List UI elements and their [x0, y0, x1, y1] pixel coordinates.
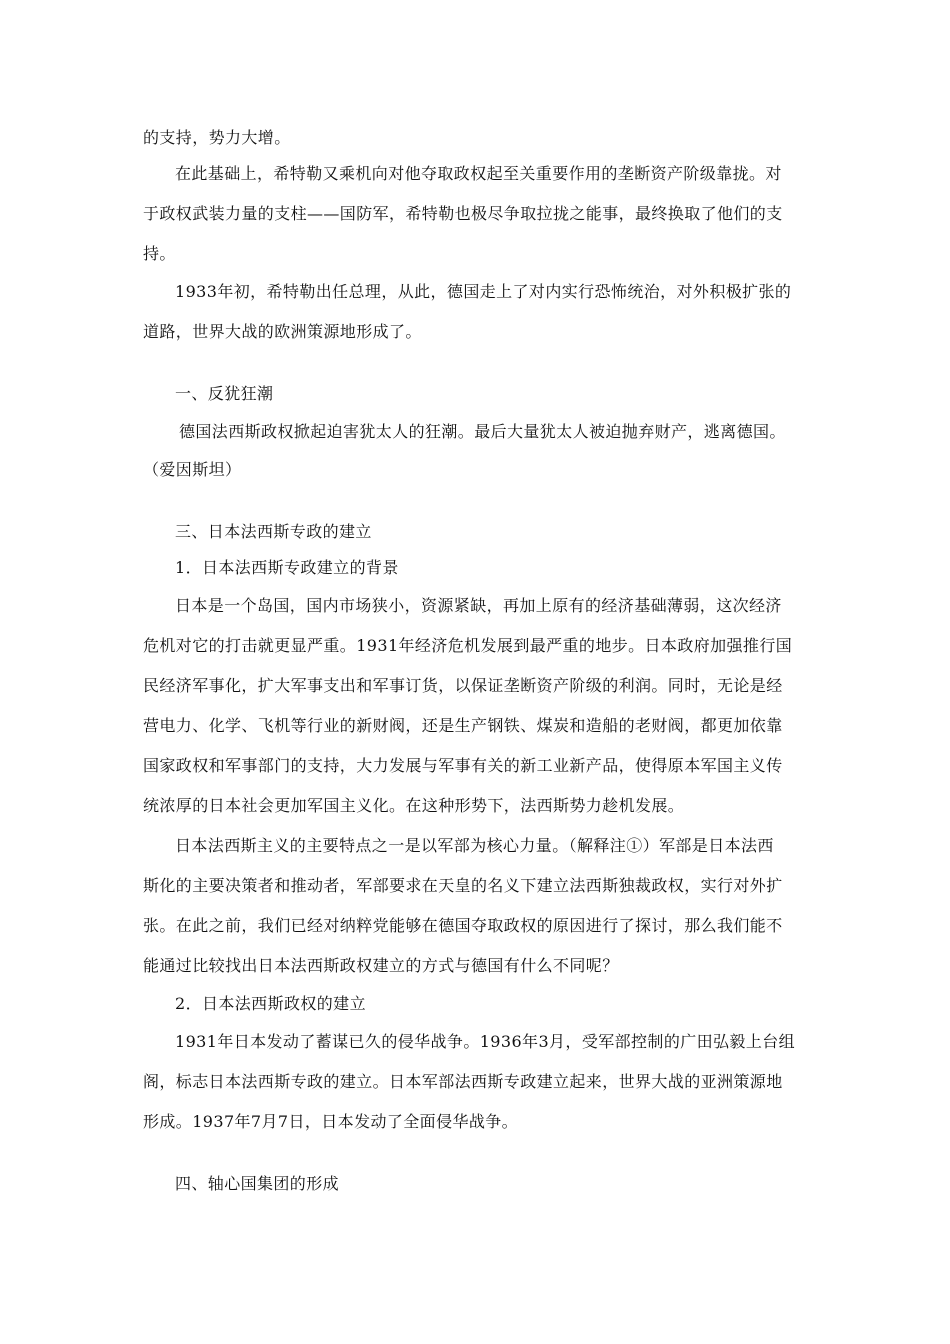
- paragraph-line: 斯化的主要决策者和推动者，军部要求在天皇的名义下建立法西斯独裁政权，实行对外扩: [143, 876, 783, 895]
- paragraph-line: 能通过比较找出日本法西斯政权建立的方式与德国有什么不同呢？: [143, 956, 619, 975]
- paragraph-line: 国家政权和军事部门的支持，大力发展与军事有关的新工业新产品，使得原本军国主义传: [143, 756, 783, 775]
- paragraph-line: 于政权武装力量的支柱——国防军，希特勒也极尽争取拉拢之能事，最终换取了他们的支: [143, 204, 783, 223]
- paragraph-line: 阁，标志日本法西斯专政的建立。日本军部法西斯专政建立起来，世界大战的亚洲策源地: [143, 1072, 783, 1091]
- paragraph-line: 1933年初，希特勒出任总理，从此，德国走上了对内实行恐怖统治，对外积极扩张的: [175, 282, 792, 301]
- paragraph-line: 民经济军事化，扩大军事支出和军事订货，以保证垄断资产阶级的利润。同时，无论是经: [143, 676, 783, 695]
- paragraph-line: 危机对它的打击就更显严重。1931年经济危机发展到最严重的地步。日本政府加强推行国: [143, 636, 793, 655]
- paragraph-line: 德国法西斯政权掀起迫害犹太人的狂潮。最后大量犹太人被迫抛弃财产，逃离德国。: [179, 422, 786, 441]
- paragraph-line: 日本是一个岛国，国内市场狭小，资源紧缺，再加上原有的经济基础薄弱，这次经济: [175, 596, 782, 615]
- paragraph-line: 的支持，势力大增。: [143, 128, 291, 147]
- section-heading: 四、轴心国集团的形成: [175, 1174, 340, 1193]
- paragraph-line: 张。在此之前，我们已经对纳粹党能够在德国夺取政权的原因进行了探讨，那么我们能不: [143, 916, 783, 935]
- section-heading: 一、反犹狂潮: [175, 384, 274, 403]
- paragraph-line: 道路，世界大战的欧洲策源地形成了。: [143, 322, 422, 341]
- paragraph-line: 在此基础上，希特勒又乘机向对他夺取政权起至关重要作用的垄断资产阶级靠拢。对: [175, 164, 782, 183]
- paragraph-line: 1931年日本发动了蓄谋已久的侵华战争。1936年3月，受军部控制的广田弘毅上台组: [175, 1032, 796, 1051]
- paragraph-line: 形成。1937年7月7日，日本发动了全面侵华战争。: [143, 1112, 519, 1131]
- subsection-heading: 1．日本法西斯专政建立的背景: [175, 558, 399, 577]
- section-heading: 三、日本法西斯专政的建立: [175, 522, 372, 541]
- subsection-heading: 2．日本法西斯政权的建立: [175, 994, 366, 1013]
- paragraph-line: 统浓厚的日本社会更加军国主义化。在这种形势下，法西斯势力趁机发展。: [143, 796, 685, 815]
- paragraph-line: 持。: [143, 244, 176, 263]
- paragraph-line: 日本法西斯主义的主要特点之一是以军部为核心力量。（解释注①）军部是日本法西: [175, 836, 774, 855]
- paragraph-line: （爱因斯坦）: [143, 460, 242, 479]
- paragraph-line: 营电力、化学、飞机等行业的新财阀，还是生产钢铁、煤炭和造船的老财阀，都更加依靠: [143, 716, 783, 735]
